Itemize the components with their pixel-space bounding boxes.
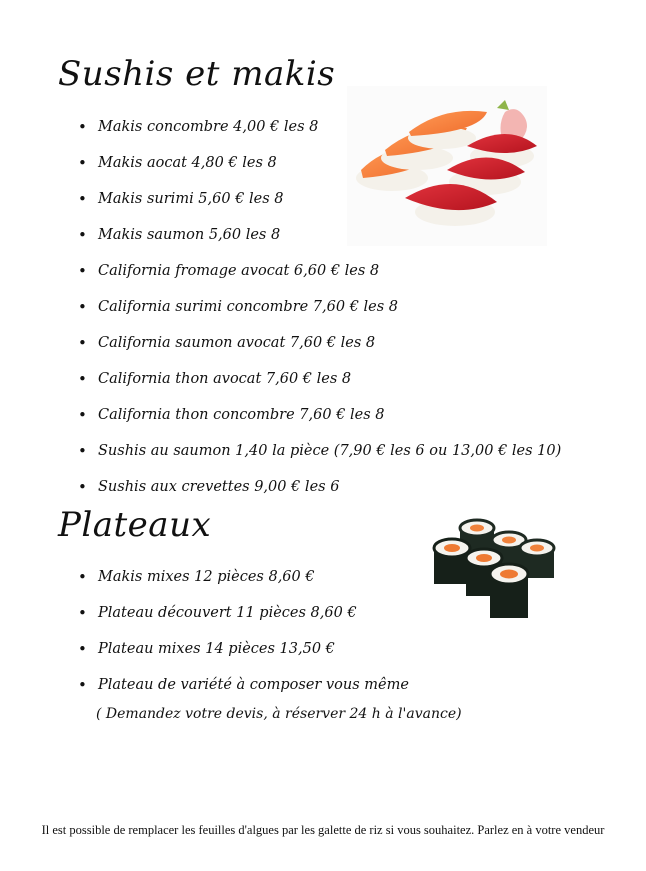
list-item: • Makis saumon 5,60 les 8 xyxy=(78,224,561,260)
list-item: • Makis aocat 4,80 € les 8 xyxy=(78,152,561,188)
footer-note: Il est possible de remplacer les feuilles d'algues par les galette de riz si vous souhaitez. Parlez en à votre vendeur xyxy=(41,823,605,837)
maki-rolls-image xyxy=(430,518,562,628)
list-item: • California thon concombre 7,60 € les 8 xyxy=(78,404,561,440)
list-item: • California fromage avocat 6,60 € les 8 xyxy=(78,260,561,296)
list-item: • California thon avocat 7,60 € les 8 xyxy=(78,368,561,404)
list-item: • Makis mixes 12 pièces 8,60 € xyxy=(78,566,409,602)
list-item: • Plateau de variété à composer vous même xyxy=(78,674,409,710)
list-item: • Plateau découvert 11 pièces 8,60 € xyxy=(78,602,409,638)
list-item: • Makis concombre 4,00 € les 8 xyxy=(78,116,561,152)
list-item: • Makis surimi 5,60 € les 8 xyxy=(78,188,561,224)
list-item: • California surimi concombre 7,60 € les 8 xyxy=(78,296,561,332)
plateaux-list xyxy=(78,566,409,710)
nigiri-sushi-image xyxy=(347,86,547,246)
list-item: • Plateau mixes 14 pièces 13,50 € xyxy=(78,638,409,674)
list-item: • Sushis aux crevettes 9,00 € les 6 xyxy=(78,476,561,512)
section-title-plateaux: Plateaux xyxy=(58,505,212,545)
section-title-sushis: Sushis et makis xyxy=(58,54,336,94)
reservation-note: ( Demandez votre devis, à réserver 24 h à l'avance) xyxy=(96,706,462,722)
list-item: • California saumon avocat 7,60 € les 8 xyxy=(78,332,561,368)
list-item: • Sushis au saumon 1,40 la pièce (7,90 € les 6 ou 13,00 € les 10) xyxy=(78,440,561,476)
